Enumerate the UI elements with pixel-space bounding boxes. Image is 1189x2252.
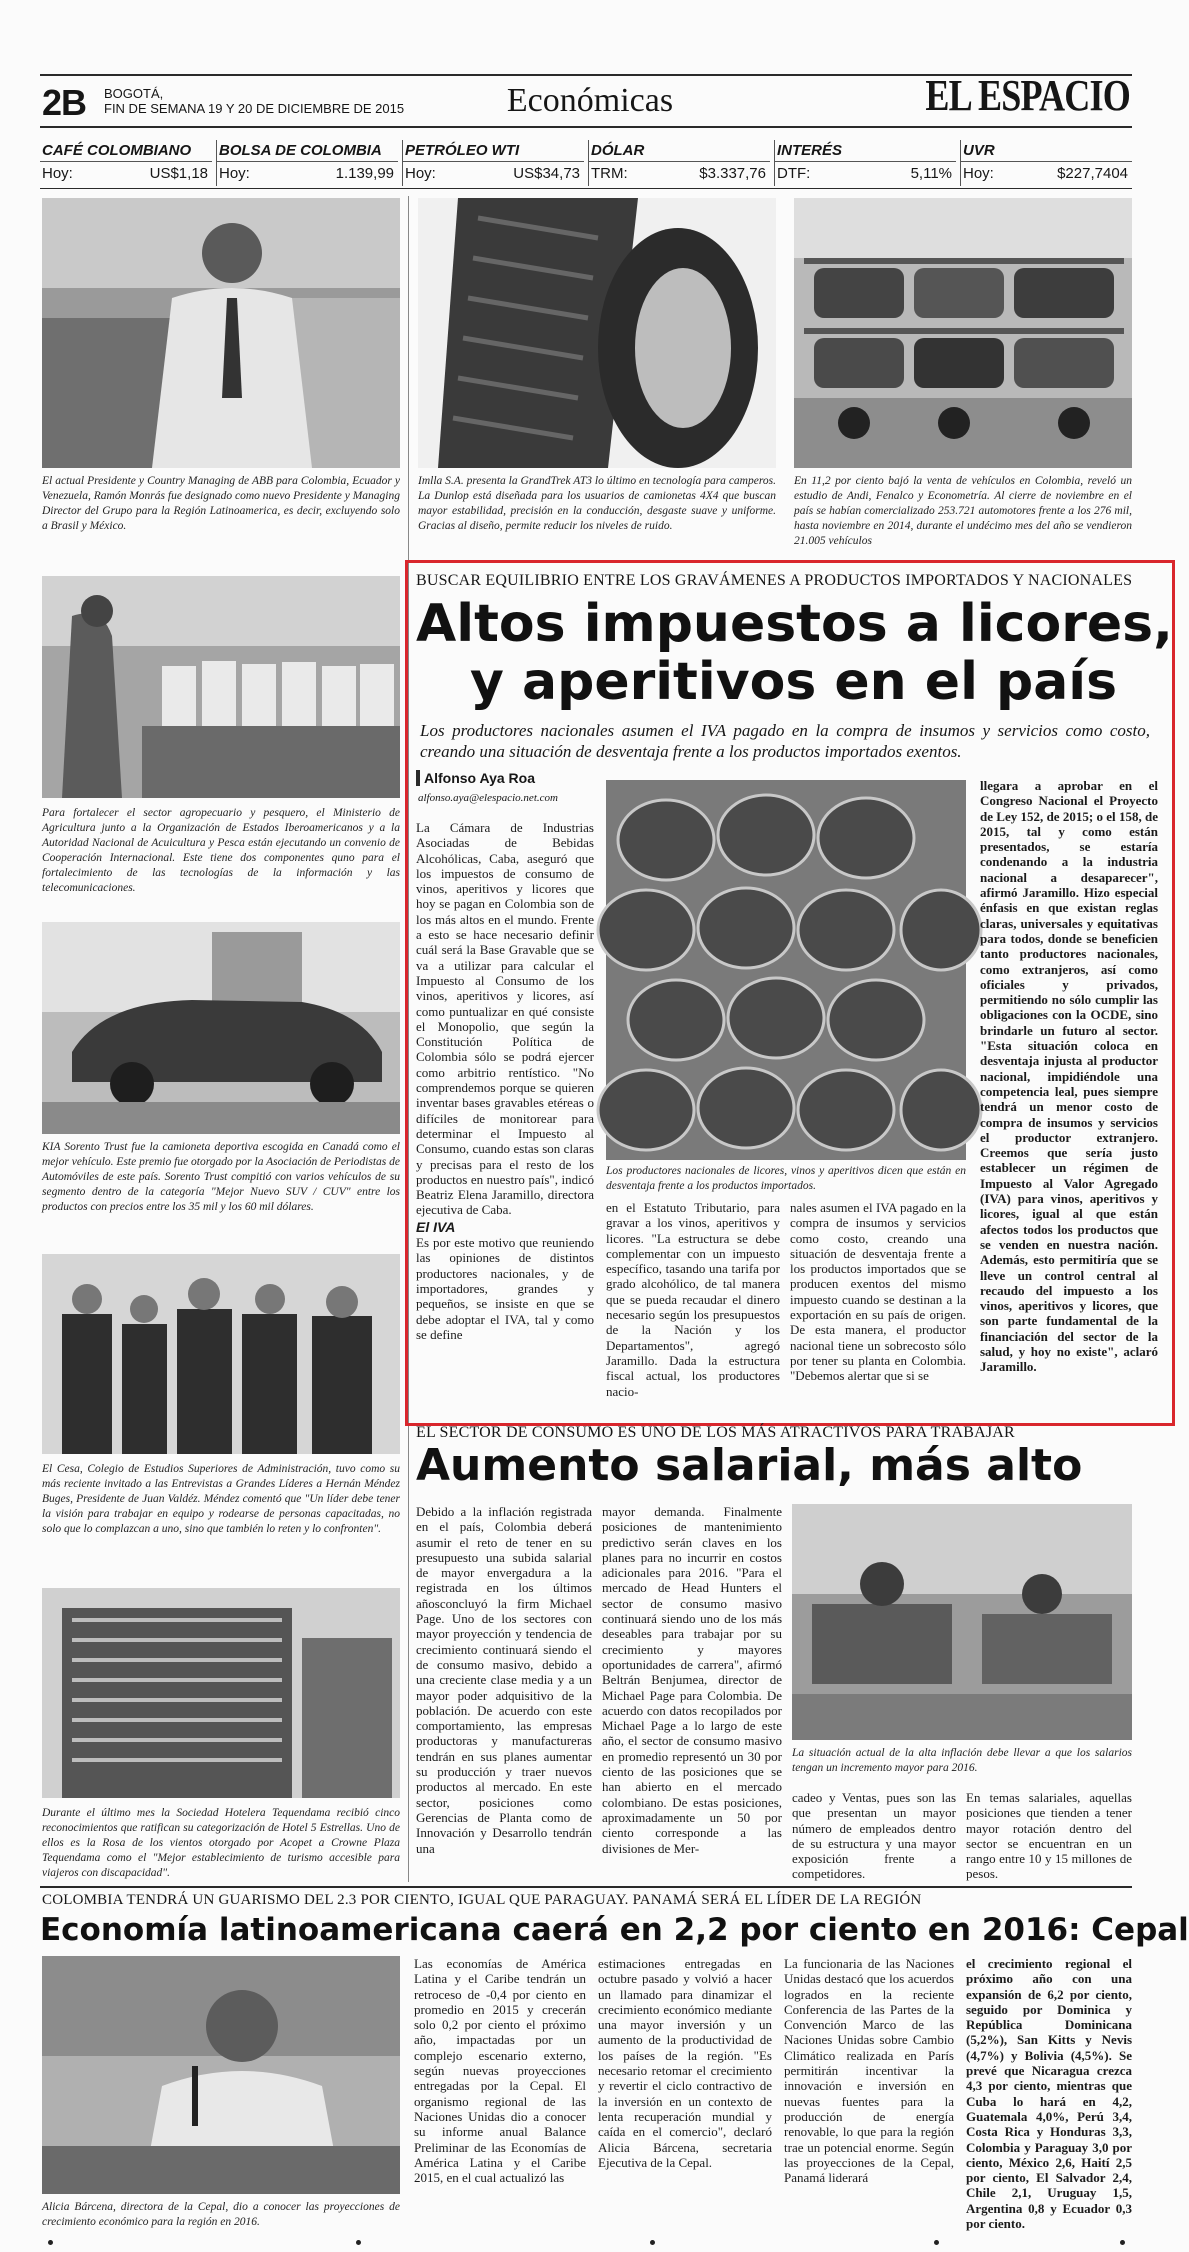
ticker-key: Hoy:: [219, 165, 250, 182]
ticker-label: PETRÓLEO WTI: [403, 140, 584, 162]
caption-kia: KIA Sorento Trust fue la camioneta deportiva escogida en Canadá como el mejor vehículo. Este premio fue otorgado por la Asociación de Periodistas de Automóviles de este país. Sorento Trust compitió con varios vehículos de su segmento dentro de la categoría "Mejor Nuevo SUV / CUV" entre los productos con precios entre los 35 mil y los 60 mil dólares.: [42, 1141, 400, 1213]
photo-office-workers: [792, 1504, 1132, 1740]
photo-car-carrier: [794, 198, 1132, 468]
caption-cesa: El Cesa, Colegio de Estudios Superiores de Administración, tuvo como su más reciente invitado a las Entrevistas a Grandes Líderes a Hernán Méndez Buges, Presidente de Juan Valdéz. Méndez comentó que "Un líder debe tener la visión para trabajar en equipo y rodearse de personas capacitadas, no solo que lo complazcan a uno, sino que también lo reten y lo confronten".: [42, 1463, 400, 1535]
photo-cesa-group: [42, 1254, 400, 1454]
licores-kicker: BUSCAR EQUILIBRIO ENTRE LOS GRAVÁMENES A PRODUCTOS IMPORTADOS Y NACIONALES: [416, 572, 1133, 589]
cepal-kicker: COLOMBIA TENDRÁ UN GUARISMO DEL 2.3 POR CIENTO, IGUAL QUE PARAGUAY. PANAMÁ SERÁ EL LÍDER DE LA REGIÓN: [42, 1892, 922, 1908]
bottom-dot: [650, 2240, 655, 2245]
ticker-value: 1.139,99: [335, 165, 394, 182]
salarial-col3: cadeo y Ventas, pues son las que presentan un mayor número de empleados dentro de su estructura y una mayor exposición frente a competidores.: [792, 1790, 956, 1882]
masthead: EL ESPACIO: [925, 71, 1130, 120]
ticker-cafe: [40, 140, 212, 186]
bottom-dot: [1120, 2240, 1125, 2245]
section-title: Económicas: [506, 82, 674, 119]
ticker-label: BOLSA DE COLOMBIA: [217, 140, 398, 162]
ticker-bolsa: [216, 140, 398, 186]
salarial-col4: En temas salariales, aquellas posiciones que tienden a tener mayor rotación dentro del sector se encuentran en un rango entre 10 y 15 millones de pesos.: [966, 1790, 1132, 1882]
licores-col1: [416, 820, 594, 1342]
ticker-key: Hoy:: [42, 165, 73, 182]
caption-cars: En 11,2 por ciento bajó la venta de vehículos en Colombia, reveló un estudio de Andi, Fenalco y Econometría. Al cierre de noviembre en el país se habían comercializado 253.721 automotores frente a los 276 mil, hasta noviembre en 2014, durante el undécimo mes del año se vendieron 21.005 vehículos: [794, 475, 1132, 547]
bottom-dot: [48, 2240, 53, 2245]
bottom-dot: [934, 2240, 939, 2245]
caption-tire: Imlla S.A. presenta la GrandTrek AT3 lo último en tecnología para camperos. La Dunlop está diseñada para los usuarios de camionetas 4X4 que buscan mayor estabilidad, precisión en la conducción, desgaste suave y uniforme. Gracias al diseño, permite reducir los niveles de ruido.: [418, 475, 776, 532]
photo-alicia-barcena: [42, 1956, 400, 2194]
ticker-label: DÓLAR: [589, 140, 770, 162]
licores-byline: Alfonso Aya Roa: [424, 770, 535, 786]
salarial-col2: mayor demanda. Finalmente posiciones de mantenimiento predictivo serán claves en los planes para no incurrir en costos adicionales para 2016. "Para el mercado de Head Hunters el sector de consumo masivo continuará siendo uno de los más deseables para trabajar por su crecimiento y mayores oportunidades de carrera", afirmó Beltrán Benjumea, director de Michael Page para Colombia. De acuerdo con datos recopilados por Michael Page a lo largo de este año, el sector de consumo masivo en promedio representó un 30 por ciento de las posiciones que se han abierto en el mercado colombiano. De estas posiciones, aproximadamente un 50 por ciento corresponde a las divisiones de Mer-: [602, 1504, 782, 1856]
ticker-value: 5,11%: [910, 165, 952, 182]
caption-abb: El actual Presidente y Country Managing de ABB para Colombia, Ecuador y Venezuela, Ramón Monrás fue designado como nuevo Presidente y Managing Director del Grupo para la Región Latinoamerica, es decir, excluyendo solo a Brasil y México.: [42, 475, 400, 532]
ticker-key: TRM:: [591, 165, 628, 182]
licores-col3: nales asumen el IVA pagado en la compra de insumos y servicios como costo, creando una situación de desventaja frente a los productos importados que se producen exentos del mismo impuesto cuando se destinan a la exportación en su país de origen. De esta manera, el productor nacional tiene un sobrecosto sólo por tener su planta en Colombia. "Debemos alertar que si se: [790, 1200, 966, 1384]
header-bottom-rule: [40, 126, 1132, 128]
cepal-top-rule: [40, 1886, 1132, 1888]
caption-agro: Para fortalecer el sector agropecuario y pesquero, el Ministerio de Agricultura junto a la Organización de Estados Iberoamericanos y a la Autoridad Nacional de Acuicultura y Pesca están ejecutando un convenio de Cooperación Internacional. Este tiene dos componentes quno para el fortalecimiento de las tecnologías de la información y las telecomunicaciones.: [42, 807, 400, 894]
ticker-label: CAFÉ COLOMBIANO: [40, 140, 212, 162]
ticker-value: US$1,18: [149, 165, 208, 182]
ticker-value: $227,7404: [1057, 165, 1128, 182]
cepal-col3: La funcionaria de las Naciones Unidas destacó que los acuerdos logrados en la reciente Conferencia de las Partes de la Convención Marco de las Naciones Unidas sobre Cambio Climático realizada en París permitirán incentivar la innovación e inversión en nuevas fuentes para la producción de energía renovable, lo que para la región trae un potencial enorme. Según las proyecciones de la Cepal, Panamá liderará: [784, 1956, 954, 2186]
cepal-photo-caption: Alicia Bárcena, directora de la Cepal, dio a conocer las proyecciones de crecimiento económico para la región en 2016.: [42, 2201, 400, 2228]
photo-agro-event: [42, 576, 400, 798]
salarial-headline: Aumento salarial, más alto: [416, 1440, 1083, 1491]
photo-tire: [418, 198, 776, 468]
ticker-value: $3.337,76: [699, 165, 766, 182]
cepal-col2: estimaciones entregadas en octubre pasado y volvió a hacer un llamado para dinamizar el crecimiento económico mediante una mayor inversión y un aumento de la productividad de los países de la región. "Es necesario retomar el crecimiento y revertir el ciclo contractivo de la inversión en un contexto de lenta recuperación mundial y caída en el comercio", declaró Alicia Bárcena, secretaria Ejecutiva de la Cepal.: [598, 1956, 772, 2170]
ticker-interes: [774, 140, 956, 186]
ticker-dolar: [588, 140, 770, 186]
dateline: [104, 86, 404, 116]
caption-hotel: Durante el último mes la Sociedad Hotelera Tequendama recibió cinco reconocimientos que ratifican su categorización de Hotel 5 Estrellas. Uno de ellos es la Rosa de los vientos otorgado por Acopet a Crowne Plaza Tequendama como el "Mejor establecimiento de turismo accesible para viajeros con discapacidad".: [42, 1807, 400, 1879]
salarial-kicker: EL SECTOR DE CONSUMO ES UNO DE LOS MÁS ATRACTIVOS PARA TRABAJAR: [416, 1424, 1015, 1441]
cepal-col4: el crecimiento regional el próximo año con una expansión de 6,2 por ciento, seguido por Dominica y República Dominicana (5,2%), San Kitts y Nevis (4,7%) y Bolivia (4,5%). Se prevé que Nicaragua crezca 4,3 por ciento, mientras que Cuba lo hará en 4,2, Guatemala 4,0%, Perú 3,4, Costa Rica y Honduras 3,3, Colombia y Paraguay 3,0 por ciento, México 2,6, Haití 2,5 por ciento, El Salvador 2,4, Chile 2,1, Uruguay 1,5, Argentina 0,8 y Ecuador 0,3 por ciento.: [966, 1956, 1132, 2232]
licores-col4: llegara a aprobar en el Congreso Nacional el Proyecto de Ley 152, de 2015; o el 158, de 2015, tal y como están presentados, se estaría condenando a la industria nacional a desaparecer", afirmó Jaramillo. Hizo especial énfasis en que existan reglas claras, universales y equitativas para todos, donde se beneficien tanto productores nacionales, como extranjeros, así como oficiales y privados, permitiendo no sólo cumplir las obligaciones con la OCDE, sino brindarle un futuro al sector. "Esta situación coloca en desventaja injusta al productor nacional, impidiéndole una competencia leal, pues siempre tendrá un menor costo de compra de insumos y servicios el productor extranjero. Creemos que sería justo establecer un régimen de Impuesto al Valor Agregado (IVA) para vinos, aperitivos y licores, igual al que están afectos todos los productos que se venden en nuestra nación. Además, esto permitiría que se lleve un control central al recaudo del impuesto a los vinos, aperitivos y licores, que son parte fundamental de la financiación del sector de la salud, y hoy no existe", aclaró Jaramillo.: [980, 778, 1158, 1375]
ticker-label: UVR: [961, 140, 1132, 162]
ticker-key: DTF:: [777, 165, 811, 182]
licores-col1b-text: Es por este motivo que reuniendo las opiniones de distintos productores nacionales, y de importadores, grandes y pequeños, se insiste en que se debe adoptar el IVA, tal y como se define: [416, 1235, 594, 1342]
ticker-key: Hoy:: [405, 165, 436, 182]
page-number: 2B: [42, 82, 87, 123]
ticker-label: INTERÉS: [775, 140, 956, 162]
licores-col1-text: La Cámara de Industrias Asociadas de Bebidas Alcohólicas, Caba, aseguró que los impuestos de consumo de vinos, aperitivos y licores que hoy se pagan en Colombia son de los más altos en el mundo. Frente a esto se hace necesario definir cuál será la Base Gravable que se va a utilizar para calcular el Impuesto al Consumo de los vinos, aperitivos y licores, así como puntualizar en qué consiste el Monopolio, que según la Constitución Política de Colombia sólo se podrá ejercer como arbitrio rentístico. "No comprendemos porque se quieren inventar bases gravables etéreas o difíciles de monitorear para determinar el Impuesto al Consumo, cuando estas son claras y precisas para el resto de los productos en nuestro país", indicó Beatriz Elena Jaramillo, directora ejecutiva de Caba.: [416, 820, 594, 1218]
cepal-col1: Las economías de América Latina y el Caribe tendrán un retroceso de -0,4 por ciento en promedio en 2015 y crecerán solo 0,2 por ciento el próximo año, impactadas por un complejo escenario externo, según nuevas proyecciones entregadas por la Cepal. El organismo regional de las Naciones Unidas dio a conocer su informe anual Balance Preliminar de las Economías de América Latina y el Caribe 2015, en el cual actualizó las: [414, 1956, 586, 2186]
licores-photo-caption: Los productores nacionales de licores, vinos y aperitivos dicen que están en desventaja frente a los productos importados.: [606, 1165, 966, 1192]
licores-col2: en el Estatuto Tributario, para gravar a los vinos, aperitivos y licores. "La estructura se debe complementar con un impuesto específico, tasando una tarifa por grado alcohólico, de tal manera que se pueda recaudar el dinero necesario según los presupuestos de la Nación y los Departamentos", agregó Jaramillo. Dada la estructura fiscal actual, los productores nacio-: [606, 1200, 780, 1399]
byline-bar: [416, 770, 420, 786]
licores-deck: Los productores nacionales asumen el IVA pagado en la compra de insumos y servicios como costo, creando una situación de desventaja frente a los productos importados exentos.: [420, 721, 1150, 761]
ticker-petroleo: [402, 140, 584, 186]
dateline-date: FIN DE SEMANA 19 Y 20 DE DICIEMBRE DE 2015: [104, 101, 405, 116]
salarial-col1: Debido a la inflación registrada en el país, Colombia deberá asumir el reto de tener en su presupuesto una subida salarial de mayor envergadura a la registrada en los últimos añosconcluyó la firm Michael Page. Uno de los sectores con mayor proyección y tendencia de crecimiento continuará siendo el de consumo masivo, debido a una creciente clase media y a un mayor poder adquisitivo de la población. De acuerdo con este comportamiento, las empresas productoras y manufactureras tendrán en sus planes aumentar su producción y traer nuevos productos al mercado. En este sector, posiciones como Gerencias de Planta como de Innovación y Desarrollo tendrán una: [416, 1504, 592, 1856]
photo-hotel-tequendama: [42, 1588, 400, 1798]
bottom-dot: [356, 2240, 361, 2245]
photo-wine-barrels: [606, 780, 966, 1160]
ticker-key: Hoy:: [963, 165, 994, 182]
dateline-city: BOGOTÁ,: [104, 86, 164, 101]
salarial-photo-caption: La situación actual de la alta inflación debe llevar a que los salarios tengan un incremento mayor para 2016.: [792, 1747, 1132, 1774]
photo-kia-sorento: [42, 922, 400, 1134]
ticker-value: US$34,73: [513, 165, 580, 182]
licores-subhead: El IVA: [416, 1218, 456, 1235]
licores-headline-line1: Altos impuestos a licores,: [416, 594, 1173, 654]
licores-email: alfonso.aya@elespacio.net.com: [418, 792, 558, 804]
ticker-uvr: [960, 140, 1132, 186]
ticker-rule: [40, 188, 1132, 189]
photo-abb-executive: [42, 198, 400, 468]
cepal-headline: Economía latinoamericana caerá en 2,2 por ciento en 2016: Cepal: [40, 1912, 1189, 1948]
licores-headline-line2: y aperitivos en el país: [470, 652, 1118, 712]
